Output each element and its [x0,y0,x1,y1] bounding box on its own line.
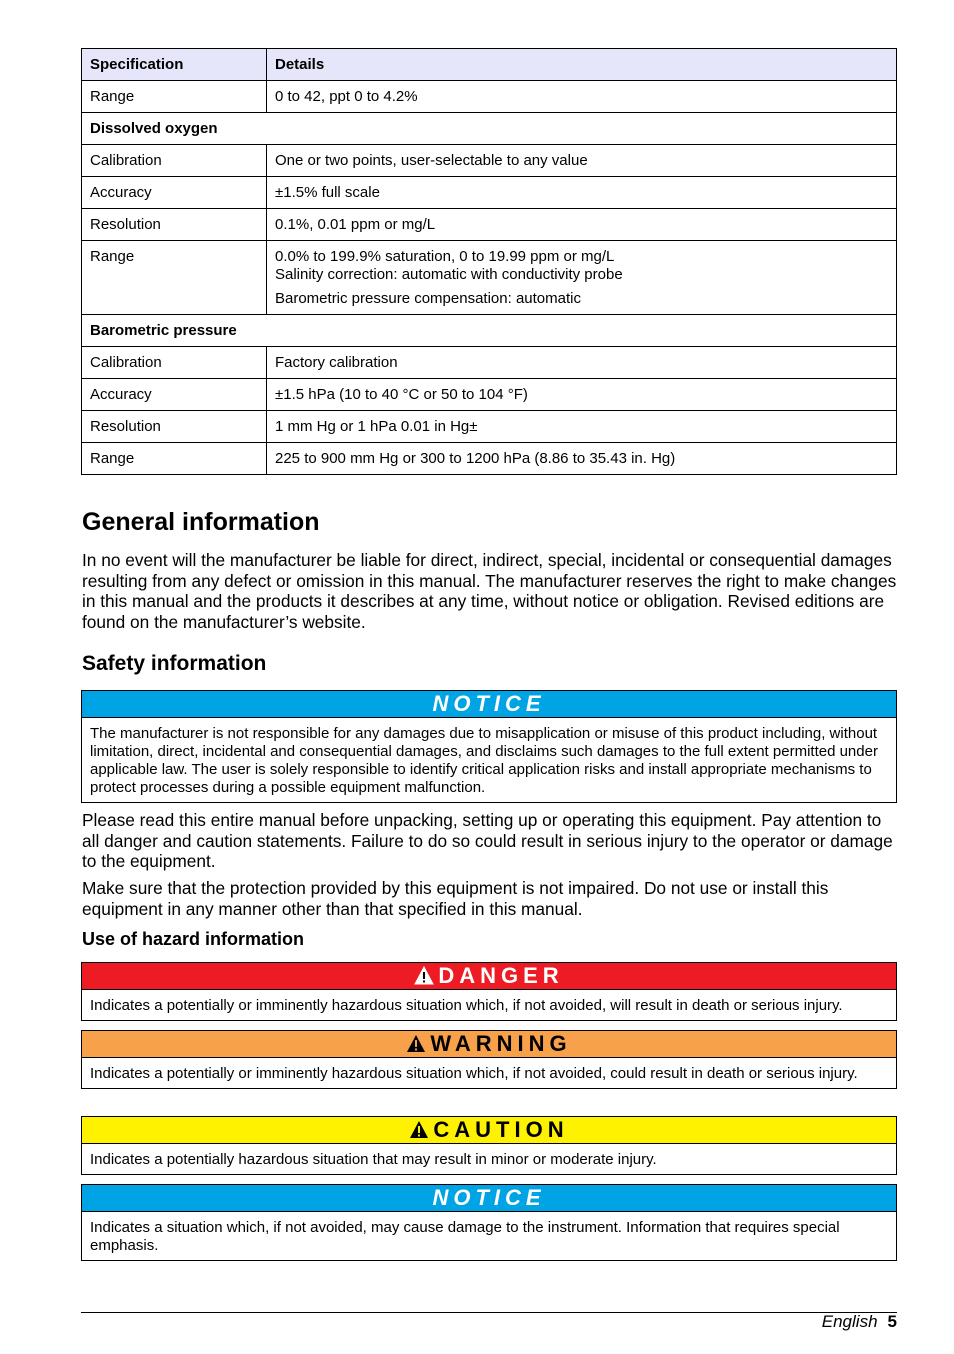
warning-triangle-icon [409,1119,429,1145]
notice-box [81,690,897,803]
safety-paragraph-1: Please read this entire manual before unpacking, setting up or operating this equipment. Pay attention to all danger and caution statements. Failure to do so could result in serious injury to the operator or damage to the equipment. [82,810,893,871]
spec-label: Range [82,241,267,315]
danger-box [81,962,897,1021]
range-line-3: Barometric pressure compensation: automatic [275,290,581,307]
safety-paragraph-2: Make sure that the protection provided by this equipment is not impaired. Do not use or install this equipment in any manner other than that specified in this manual. [82,878,829,919]
spec-value: 225 to 900 mm Hg or 300 to 1200 hPa (8.86 to 35.43 in. Hg) [267,443,897,475]
spec-value: ±1.5 hPa (10 to 40 °C or 50 to 104 °F) [267,379,897,411]
page-number: 5 [887,1312,897,1331]
spec-label: Range [82,81,267,113]
warning-triangle-icon [406,1033,426,1059]
notice-definition-text: Indicates a situation which, if not avoided, may cause damage to the instrument. Information that requires special emphasis. [90,1219,840,1254]
table-row [82,81,897,113]
table-row [82,411,897,443]
spec-value: ±1.5% full scale [267,177,897,209]
spec-label: Resolution [82,411,267,443]
warning-triangle-icon [414,965,434,991]
table-row [82,443,897,475]
column-header-details: Details [267,49,897,81]
spec-label: Range [82,443,267,475]
table-row [82,241,897,315]
spec-value: 0 to 42, ppt 0 to 4.2% [267,81,897,113]
spec-label: Resolution [82,209,267,241]
spec-label: Accuracy [82,379,267,411]
section-barometric-pressure: Barometric pressure [82,315,897,347]
warning-text: Indicates a potentially or imminently hazardous situation which, if not avoided, could result in death or serious injury. [90,1065,858,1082]
spec-value: 1 mm Hg or 1 hPa 0.01 in Hg± [267,411,897,443]
specifications-table [81,48,897,475]
spec-value: Factory calibration [267,347,897,379]
spec-value: 0.1%, 0.01 ppm or mg/L [267,209,897,241]
notice-definition-title: NOTICE [82,1185,896,1212]
table-header-row [82,49,897,81]
table-row [82,347,897,379]
general-information-text: In no event will the manufacturer be liable for direct, indirect, special, incidental or consequential damages resulting from any defect or omission in this manual. The manufacturer reserves the right to make changes in this manual and the products it describes at any time, without notice or obligation. Revised editions are found on the manufacturer’s website. [82,550,897,632]
spec-label: Calibration [82,347,267,379]
range-line-1: 0.0% to 199.9% saturation, 0 to 19.99 ppm or mg/L [275,248,615,265]
caution-title: CAUTION [433,1117,569,1142]
page-footer [822,1312,897,1332]
table-row [82,379,897,411]
spec-label: Accuracy [82,177,267,209]
notice-text: The manufacturer is not responsible for any damages due to misapplication or misuse of this product including, without limitation, direct, incidental and consequential damages, and disclaims such damages to the full extent permitted under applicable law. The user is solely responsible to identify critical application risks and install appropriate mechanisms to protect processes during a possible equipment malfunction. [90,725,878,796]
warning-box [81,1030,897,1089]
section-dissolved-oxygen: Dissolved oxygen [82,113,897,145]
table-row [82,145,897,177]
caution-text: Indicates a potentially hazardous situation that may result in minor or moderate injury. [90,1151,657,1168]
spec-value: One or two points, user-selectable to any value [267,145,897,177]
footer-language: English [821,1312,878,1331]
table-row [82,209,897,241]
table-section-row [82,315,897,347]
notice-definition-box [81,1184,897,1261]
footer-divider [81,1312,897,1313]
spec-value [267,241,897,315]
hazard-information-heading: Use of hazard information [82,929,305,949]
column-header-specification: Specification [82,49,267,81]
table-section-row [82,113,897,145]
table-row [82,177,897,209]
general-information-heading: General information [82,508,320,536]
range-line-2: Salinity correction: automatic with conductivity probe [275,266,623,283]
spec-label: Calibration [82,145,267,177]
danger-text: Indicates a potentially or imminently hazardous situation which, if not avoided, will result in death or serious injury. [90,997,843,1014]
caution-box [81,1116,897,1175]
safety-information-heading: Safety information [82,652,267,675]
danger-title: DANGER [438,963,564,988]
warning-title: WARNING [430,1031,572,1056]
notice-title: NOTICE [82,691,896,718]
